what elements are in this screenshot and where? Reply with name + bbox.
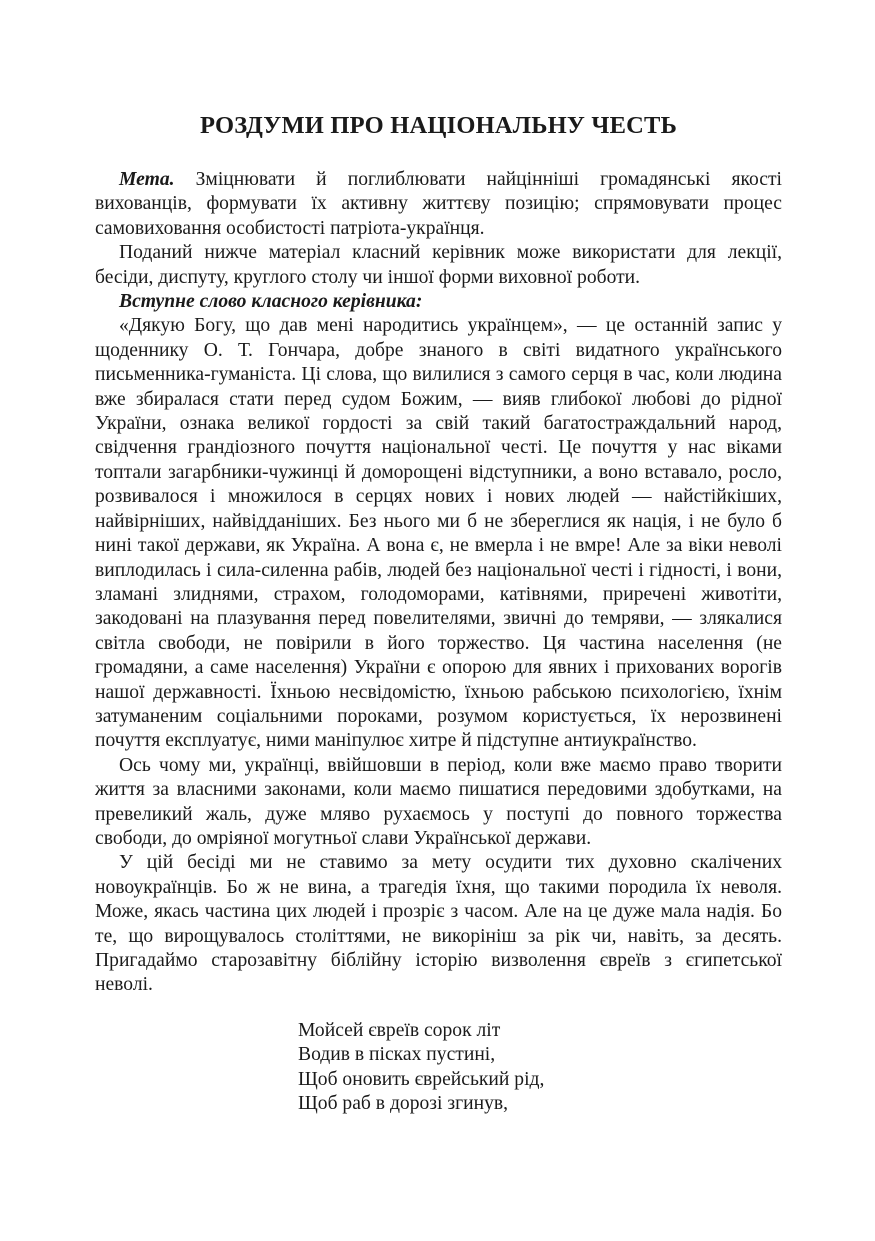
poem-line: Щоб оновить єврейський рід, (298, 1068, 545, 1090)
goal-label: Мета. (119, 169, 175, 190)
poem-line: Водив в пісках пустині, (298, 1044, 496, 1066)
poem-line: Мойсей євреїв сорок літ (298, 1019, 501, 1041)
intro-paragraph: Поданий нижче матеріал класний керівник може використати для лекції, бесіди, диспуту, круглого столу чи іншої форми виховної роботи. (95, 242, 782, 288)
goal-text: Зміцнювати й поглиблювати найцінніші громадянські якості вихованців, формувати їх активну життєву позицію; спрямовувати процес самовиховання особистості патріота-українця. (95, 169, 782, 239)
body-paragraph: «Дякую Богу, що дав мені народитись українцем», — це останній запис у щоденнику О. Т. Гончара, добре знаного в світі видатного українського письменника-гуманіста. Ці слова, що вилилися з самого серця в час, коли людина вже збиралася стати перед судом Божим, — вияв глибокої любові до рідної України, ознака великої гордості за свій такий багатостраждальний народ, свідчення грандіозного почуття національної честі. Це почуття у нас віками топтали загарбники-чужинці й доморощені відступники, а воно вставало, росло, розвивалося і множилося в серцях нових і нових людей — найстійкіших, найвірніших, найвідданіших. Без нього ми б не збереглися як нація, і не було б нині такої держави, як Україна. А вона є, не вмерла і не вмре! Але за віки неволі виплодилась і сила-силенна рабів, людей без національної честі і гідності, і вони, зламані злиднями, страхом, голодоморами, катівнями, приречені животіти, закодовані на плазування перед повелителями, звичні до темряви, — злякалися світла свободи, не повірили в його торжество. Ця частина населення (не громадяни, а саме населення) України є опорою для явних і прихованих ворогів нашої державності. Їхньою несвідомістю, їхньою рабською психологією, їхнім затуманеним соціальними пороками, розумом користується, їх нерозвинені почуття експлуатує, ними маніпулює хитре й підступне антиукраїнство. (95, 315, 782, 752)
goal-paragraph (95, 168, 782, 241)
page-title: РОЗДУМИ ПРО НАЦІОНАЛЬНУ ЧЕСТЬ (200, 112, 677, 139)
poem-line: Щоб раб в дорозі згинув, (298, 1093, 509, 1115)
body-paragraph: У цій бесіді ми не ставимо за мету осудити тих духовно скалічених новоукраїнців. Бо ж не вина, а трагедія їхня, що такими породила їх неволя. Може, якась частина цих людей і прозріє з часом. Але на це дуже мала надія. Бо те, що вирощувалось століттями, не викорініш за рік чи, навіть, за десять. Пригадаймо старозавітну біблійну історію визволення євреїв з єгипетської неволі. (95, 852, 782, 996)
body-paragraph: Ось чому ми, українці, ввійшовши в період, коли вже маємо право творити життя за власними законами, коли маємо пишатися передовими здобутками, на превеликий жаль, дуже мляво рухаємось у поступі до повного торжества свободи, до омріяної могутньої слави Української держави. (95, 754, 782, 849)
poem-excerpt (298, 1019, 782, 1117)
opening-heading: Вступне слово класного керівника: (119, 291, 423, 313)
